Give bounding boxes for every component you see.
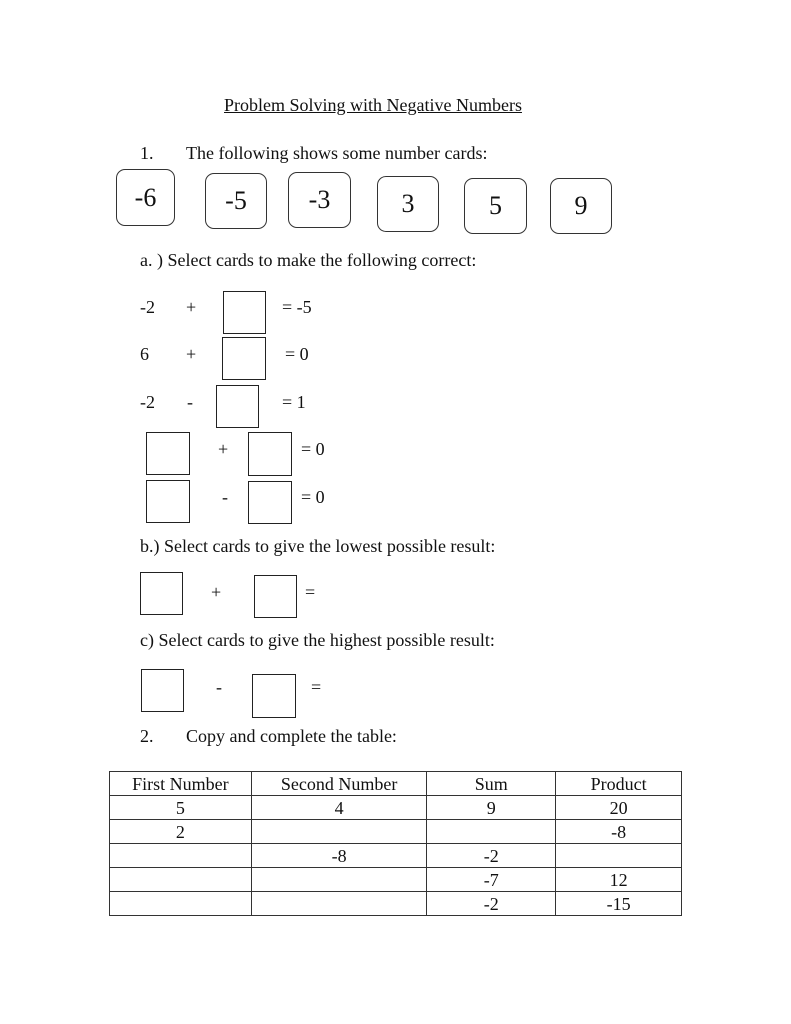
answer-box[interactable] — [146, 480, 190, 523]
table-cell[interactable] — [556, 844, 682, 868]
equation-equals: = — [305, 582, 316, 602]
answer-box[interactable] — [222, 337, 266, 380]
table-cell[interactable] — [110, 844, 252, 868]
equation-operator: + — [186, 344, 197, 364]
equation-operator: + — [218, 439, 229, 459]
question-2-text: Copy and complete the table: — [186, 726, 397, 746]
table-cell[interactable] — [251, 820, 427, 844]
column-header: First Number — [110, 772, 252, 796]
answer-box[interactable] — [141, 669, 184, 712]
part-c-prompt: c) Select cards to give the highest possible result: — [140, 630, 495, 650]
page-title: Problem Solving with Negative Numbers — [224, 95, 522, 115]
equation-result: = 0 — [301, 439, 325, 459]
column-header: Second Number — [251, 772, 427, 796]
number-table — [109, 771, 682, 916]
equation-left-value: 6 — [140, 344, 149, 364]
table-cell: 4 — [251, 796, 427, 820]
question-2-number: 2. — [140, 726, 154, 746]
table-cell: -8 — [251, 844, 427, 868]
equation-operator: + — [186, 297, 197, 317]
question-1-text: The following shows some number cards: — [186, 143, 488, 163]
table-cell[interactable] — [251, 868, 427, 892]
answer-box[interactable] — [254, 575, 297, 618]
equation-left-value: -2 — [140, 392, 155, 412]
answer-box[interactable] — [248, 481, 292, 524]
answer-box[interactable] — [216, 385, 259, 428]
equation-equals: = — [311, 677, 322, 697]
number-card: 3 — [377, 176, 439, 232]
table-cell[interactable] — [110, 868, 252, 892]
table-row — [110, 892, 682, 916]
table-cell: -15 — [556, 892, 682, 916]
number-card: -5 — [205, 173, 267, 229]
column-header: Product — [556, 772, 682, 796]
table-cell: -2 — [427, 892, 556, 916]
equation-operator: - — [222, 487, 228, 507]
question-1-number: 1. — [140, 143, 154, 163]
table-cell: 2 — [110, 820, 252, 844]
table-cell: -7 — [427, 868, 556, 892]
table-cell: 20 — [556, 796, 682, 820]
equation-operator: + — [211, 582, 222, 602]
equation-operator: - — [216, 677, 222, 697]
answer-box[interactable] — [248, 432, 292, 476]
table-header-row — [110, 772, 682, 796]
number-card: 9 — [550, 178, 612, 234]
equation-result: = 0 — [285, 344, 309, 364]
table-cell: -8 — [556, 820, 682, 844]
answer-box[interactable] — [223, 291, 266, 334]
number-card: 5 — [464, 178, 527, 234]
equation-left-value: -2 — [140, 297, 155, 317]
equation-operator: - — [187, 392, 193, 412]
table-cell: 5 — [110, 796, 252, 820]
number-card: -3 — [288, 172, 351, 228]
table-row — [110, 844, 682, 868]
answer-box[interactable] — [252, 674, 296, 718]
answer-box[interactable] — [140, 572, 183, 615]
part-a-prompt: a. ) Select cards to make the following correct: — [140, 250, 477, 270]
table-cell: 9 — [427, 796, 556, 820]
table-cell[interactable] — [251, 892, 427, 916]
table-row — [110, 868, 682, 892]
table-cell[interactable] — [110, 892, 252, 916]
equation-result: = -5 — [282, 297, 312, 317]
part-b-prompt: b.) Select cards to give the lowest possible result: — [140, 536, 496, 556]
answer-box[interactable] — [146, 432, 190, 475]
number-card: -6 — [116, 169, 175, 226]
equation-result: = 0 — [301, 487, 325, 507]
table-cell[interactable] — [427, 820, 556, 844]
column-header: Sum — [427, 772, 556, 796]
table-row — [110, 796, 682, 820]
equation-result: = 1 — [282, 392, 306, 412]
table-row — [110, 820, 682, 844]
table-cell: 12 — [556, 868, 682, 892]
table-cell: -2 — [427, 844, 556, 868]
